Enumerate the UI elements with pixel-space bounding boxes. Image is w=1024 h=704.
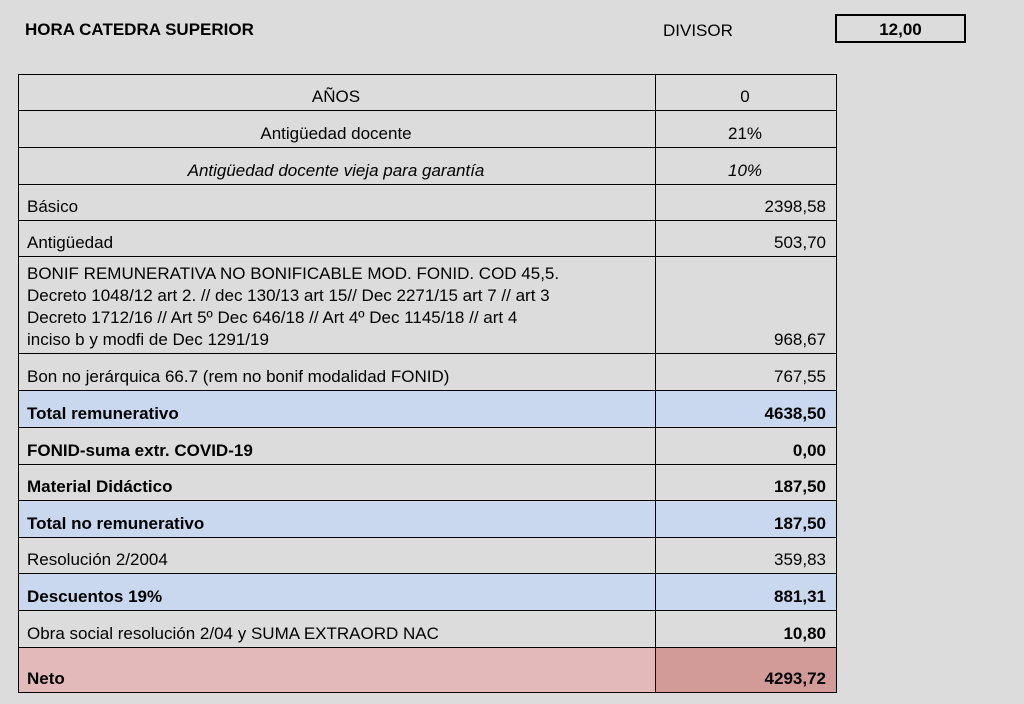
table-row-total-remunerativo	[19, 391, 837, 428]
label-cell-obra-social[interactable]: Obra social resolución 2/04 y SUMA EXTRAORD NAC	[19, 611, 656, 648]
table-row-antiguedad	[19, 221, 837, 257]
table-row-total-no-remunerativo	[19, 501, 837, 538]
label-cell-material-didactico[interactable]: Material Didáctico	[19, 465, 656, 501]
table-row-anos	[19, 75, 837, 111]
table-row-obra-social	[19, 611, 837, 648]
label-cell-fonid[interactable]: FONID-suma extr. COVID-19	[19, 428, 656, 465]
label-cell-antiguedad-docente[interactable]: Antigüedad docente	[19, 111, 656, 148]
value-cell-antiguedad[interactable]: 503,70	[656, 221, 837, 257]
value-cell-total-no-remunerativo[interactable]: 187,50	[656, 501, 837, 538]
table-row-resolucion	[19, 538, 837, 574]
table-row-fonid	[19, 428, 837, 465]
divisor-value-cell[interactable]: 12,00	[835, 14, 966, 43]
label-cell-descuentos[interactable]: Descuentos 19%	[19, 574, 656, 611]
value-cell-resolucion[interactable]: 359,83	[656, 538, 837, 574]
value-cell-bon-no-jerarquica[interactable]: 767,55	[656, 354, 837, 391]
value-cell-obra-social[interactable]: 10,80	[656, 611, 837, 648]
bonif-line-3: Decreto 1712/16 // Art 5º Dec 646/18 // Art 4º Dec 1145/18 // art 4	[27, 308, 518, 327]
table-row-bonif-remunerativa	[19, 257, 837, 354]
label-cell-neto[interactable]: Neto	[19, 648, 656, 693]
value-cell-material-didactico[interactable]: 187,50	[656, 465, 837, 501]
label-cell-anos[interactable]: AÑOS	[19, 75, 656, 111]
value-cell-total-remunerativo[interactable]: 4638,50	[656, 391, 837, 428]
salary-table	[18, 74, 837, 693]
label-cell-antiguedad[interactable]: Antigüedad	[19, 221, 656, 257]
bonif-line-1: BONIF REMUNERATIVA NO BONIFICABLE MOD. FONID. COD 45,5.	[27, 264, 560, 283]
table-row-material-didactico	[19, 465, 837, 501]
table-row-descuentos	[19, 574, 837, 611]
label-cell-resolucion[interactable]: Resolución 2/2004	[19, 538, 656, 574]
value-cell-antiguedad-vieja[interactable]: 10%	[656, 148, 837, 185]
table-row-basico	[19, 185, 837, 221]
bonif-line-2: Decreto 1048/12 art 2. // dec 130/13 art 15// Dec 2271/15 art 7 // art 3	[27, 286, 550, 305]
label-cell-basico[interactable]: Básico	[19, 185, 656, 221]
label-cell-antiguedad-vieja[interactable]: Antigüedad docente vieja para garantía	[19, 148, 656, 185]
value-cell-basico[interactable]: 2398,58	[656, 185, 837, 221]
label-cell-total-no-remunerativo[interactable]: Total no remunerativo	[19, 501, 656, 538]
value-cell-fonid[interactable]: 0,00	[656, 428, 837, 465]
divisor-label: DIVISOR	[663, 21, 733, 40]
bonif-line-4: inciso b y modfi de Dec 1291/19	[27, 330, 269, 349]
label-cell-bon-no-jerarquica[interactable]: Bon no jerárquica 66.7 (rem no bonif modalidad FONID)	[19, 354, 656, 391]
table-row-bon-no-jerarquica	[19, 354, 837, 391]
sheet-title: HORA CATEDRA SUPERIOR	[25, 20, 254, 39]
value-cell-neto[interactable]: 4293,72	[656, 648, 837, 693]
table-row-antiguedad-vieja	[19, 148, 837, 185]
value-cell-antiguedad-docente[interactable]: 21%	[656, 111, 837, 148]
label-cell-bonif-remunerativa[interactable]	[19, 257, 656, 354]
value-cell-bonif-remunerativa[interactable]: 968,67	[656, 257, 837, 354]
table-row-neto	[19, 648, 837, 693]
value-cell-descuentos[interactable]: 881,31	[656, 574, 837, 611]
table-row-antiguedad-docente	[19, 111, 837, 148]
label-cell-total-remunerativo[interactable]: Total remunerativo	[19, 391, 656, 428]
value-cell-anos[interactable]: 0	[656, 75, 837, 111]
